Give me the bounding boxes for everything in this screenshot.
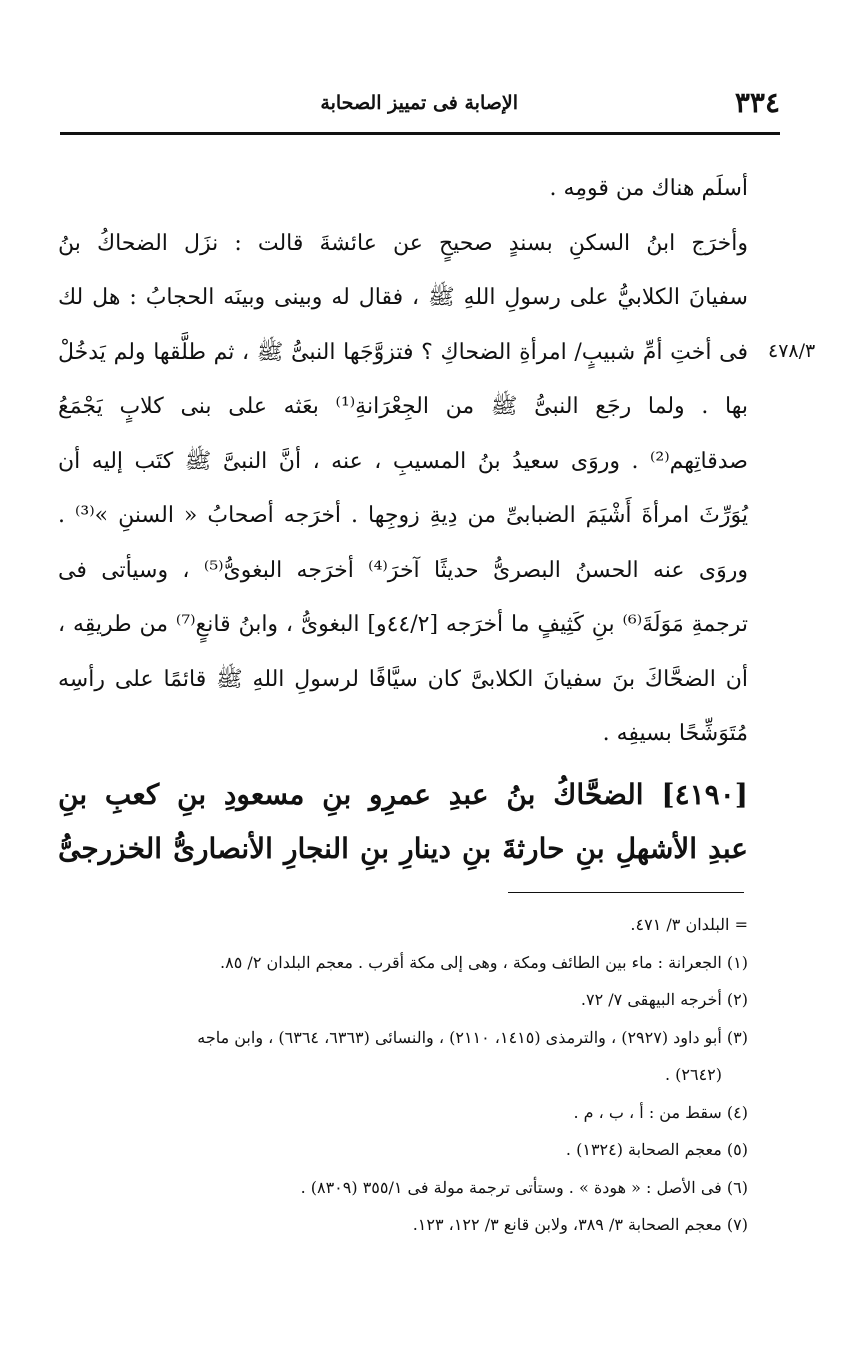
footnote: (٤) سقط من : أ ، ب ، م .	[573, 1102, 748, 1122]
footnote-continuation: (٢٦٤٢) .	[664, 1065, 722, 1084]
body-line: بها . ولما رجَع النبىُّ ﷺ من الجِعْرَانةِ⁽¹⁾ بعَثه على بنى كلابٍ يَجْمَعُ	[58, 394, 748, 419]
running-title: الإصابة فى تمييز الصحابة	[320, 92, 518, 114]
body-line: فى أختِ أمِّ شبيبٍ/ امرأةِ الضحاكِ ؟ فتزوَّجَها النبىُّ ﷺ ، ثم طلَّقها ولم يَدخُلْ	[58, 339, 748, 365]
entry-heading-line: [٤١٩٠] الضحَّاكُ بنُ عبدِ عمرِو بنِ مسعودِ بنِ كعبِ بنِ	[58, 778, 748, 811]
body-line: صدقاتِهم⁽²⁾ . وروَى سعيدُ بنُ المسيبِ ، عنه ، أنَّ النبىَّ ﷺ كتَب إليه أن	[58, 448, 748, 474]
body-line: سفيانَ الكلابيُّ على رسولِ اللهِ ﷺ ، فقال له وبينى وبينَه الحجابُ : هل لك	[58, 285, 748, 310]
footnote: (٦) فى الأصل : « هودة » . وستأتى ترجمة مولة فى ٣٥٥/١ (٨٣٠٩) .	[300, 1177, 748, 1197]
entry-heading-line: عبدِ الأشهلِ بنِ حارثةَ بنِ دينارِ بنِ النجارِ الأنصارىُّ الخزرجىُّ	[58, 832, 748, 865]
body-line: مُتَوَشِّحًا بسيفِه .	[602, 721, 748, 746]
margin-reference: ٤٧٨/٣	[768, 340, 816, 362]
page-number: ٣٣٤	[734, 86, 780, 119]
page-header	[60, 82, 780, 126]
footnote: = البلدان ٣/ ٤٧١.	[630, 915, 748, 934]
body-line: يُوَرِّثَ امرأةَ أَشْيَمَ الضبابىِّ من دِيةِ زوجِها . أخرَجه أصحابُ « السننِ »⁽³⁾ .	[58, 503, 749, 528]
footnotes	[58, 906, 748, 1244]
body-line: أن الضحَّاكَ بنَ سفيانَ الكلابىَّ كان سيَّافًا لرسولِ اللهِ ﷺ قائمًا على رأسِه	[58, 666, 748, 692]
body-line: وأخرَج ابنُ السكنِ بسندٍ صحيحٍ عن عائشةَ قالت : نزَل الضحاكُ بنُ	[58, 230, 748, 256]
header-rule	[60, 132, 780, 135]
footnote: (٧) معجم الصحابة ٣/ ٣٨٩، ولابن قانع ٣/ ١٢٢، ١٢٣.	[412, 1215, 748, 1234]
footnote: (١) الجعرانة : ماء بين الطائف ومكة ، وهى إلى مكة أقرب . معجم البلدان ٢/ ٨٥.	[220, 952, 748, 972]
footnote: (٢) أخرجه البيهقى ٧/ ٧٢.	[580, 990, 748, 1009]
body-line: أسلَم هناك من قومِه .	[549, 176, 748, 201]
footnote-rule	[508, 892, 744, 893]
body-line: وروَى عنه الحسنُ البصرىُّ حديثًا آخرَ⁽⁴⁾ أخرَجه البغوىُّ⁽⁵⁾ ، وسيأتى فى	[58, 557, 749, 583]
footnote: (٥) معجم الصحابة (١٣٢٤) .	[565, 1140, 748, 1159]
body-line: ترجمةِ مَوَلَةَ⁽⁶⁾ بنِ كَثِيفٍ ما أخرَجه [٤٤/٢و] البغوىُّ ، وابنُ قانعٍ⁽⁷⁾ من طريقِه ،	[58, 612, 748, 637]
footnote: (٣) أبو داود (٢٩٢٧) ، والترمذى (١٤١٥، ٢١١٠) ، والنسائى (٦٣٦٣، ٦٣٦٤) ، وابن ماجه	[197, 1027, 748, 1047]
entry-heading	[58, 768, 748, 876]
body-text	[58, 162, 748, 762]
